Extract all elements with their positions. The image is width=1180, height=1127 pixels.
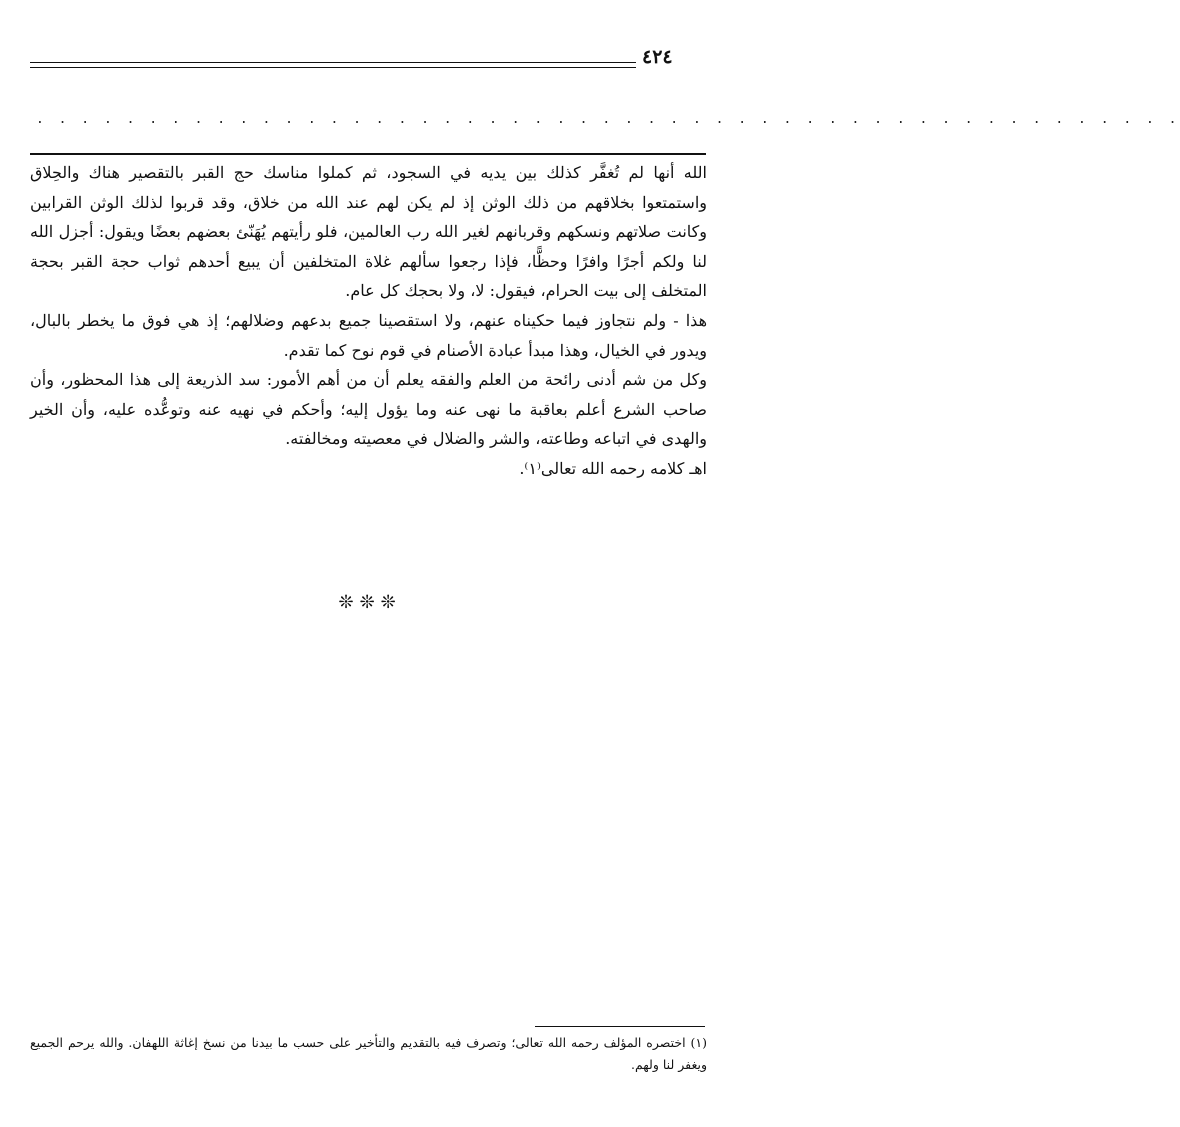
header-rule-bottom <box>30 67 636 68</box>
section-divider-stars: ❊❊❊ <box>338 592 402 613</box>
paragraph-2: هذا - ولم نتجاوز فيما حكيناه عنهم، ولا استقصينا جميع بدعهم وضلالهم؛ إذ هي فوق ما يخطر بالبال، ويدور في الخيال، وهذا مبدأ عبادة الأصنام في قوم نوح كما تقدم. <box>30 310 707 360</box>
header-rule-top <box>30 62 636 63</box>
footnote-1: (١) اختصره المؤلف رحمه الله تعالى؛ وتصرف فيه بالتقديم والتأخير على حسب ما بيدنا من نسخ إغاثة اللهفان. والله يرحم الجميع ويغفر لنا ولهم. <box>30 1035 707 1072</box>
body-text <box>30 158 707 484</box>
footnote <box>30 1032 707 1076</box>
dotted-separator: . . . . . . . . . . . . . . . . . . . . . . . . . . . . . . . . . . . . . . . . . . . . . . . . . . . <box>36 112 1180 127</box>
paragraph-4: اهـ كلامه رحمه الله تعالى⁽١⁾. <box>519 458 707 478</box>
paragraph-3: وكل من شم أدنى رائحة من العلم والفقه يعلم أن من أهم الأمور: سد الذريعة إلى هذا المحظور، وأن صاحب الشرع أعلم بعاقبة ما نهى عنه وما يؤول إليه؛ وأحكم في نهيه عنه وتوعُّده عليه، وأن الخير والهدى في اتباعه وطاعته، والشر والضلال في معصيته ومخالفته. <box>30 370 707 449</box>
footnote-rule <box>535 1026 705 1027</box>
paragraph-1: الله أنها لم تُغفَّر كذلك بين يديه في السجود، ثم كملوا مناسك حج القبر بالتقصير هناك والحِلاق واستمتعوا بخلاقهم من ذلك الوثن إذ لم يكن لهم عند الله من خلاق، وقد قربوا لذلك الوثن القرابين وكانت صلاتهم ونسكهم وقربانهم لغير الله رب العالمين، فلو رأيتهم يُهَنّئ بعضهم بعضًا ويقول: أجزل الله لنا ولكم أجرًا وافرًا وحظًّا، فإذا رجعوا سألهم غلاة المتخلفين أن يبيع أحدهم ثواب حجة القبر بحجة المتخلف إلى بيت الحرام، فيقول: لا، ولا بحجك كل عام. <box>30 163 707 301</box>
page-number: ٤٢٤ <box>642 46 673 68</box>
section-rule <box>30 153 706 155</box>
